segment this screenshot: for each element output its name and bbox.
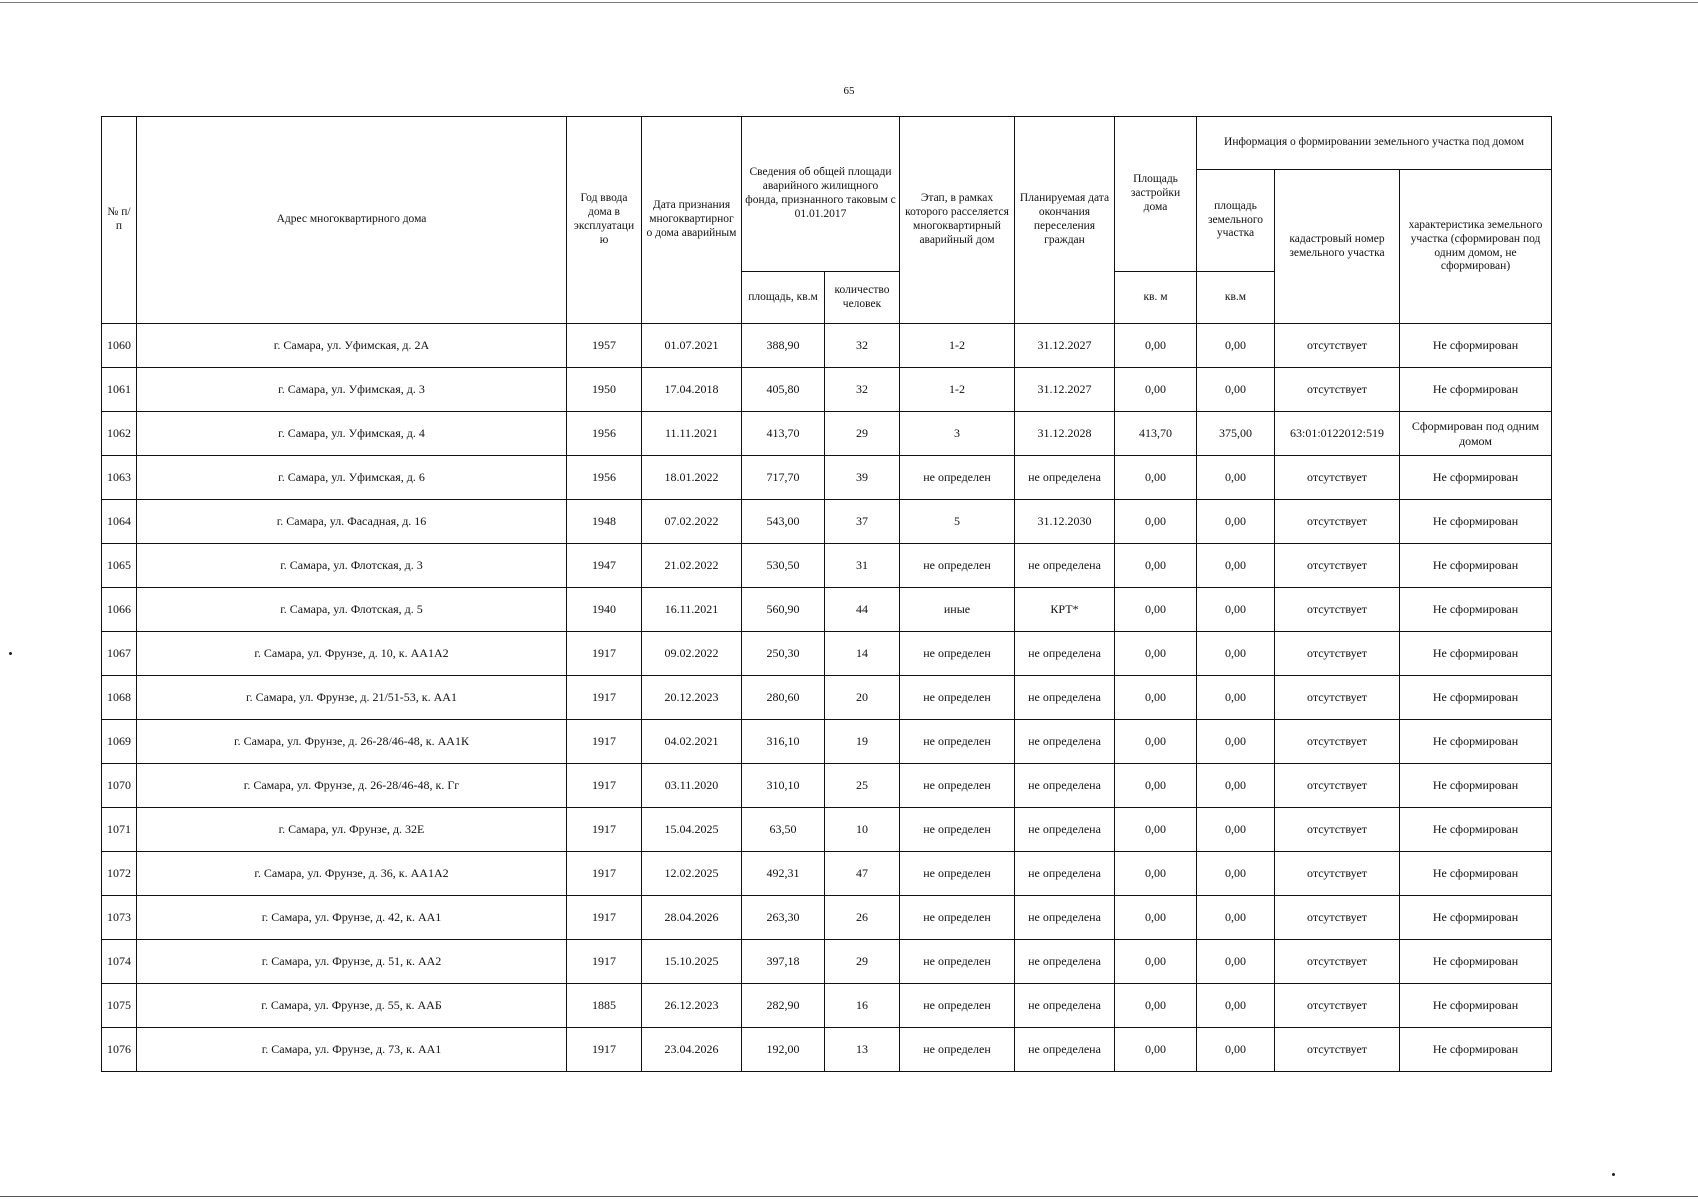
cell-status: Не сформирован [1400, 764, 1552, 808]
cell-status: Не сформирован [1400, 984, 1552, 1028]
cell-planned-date: не определена [1015, 984, 1115, 1028]
cell-land-area: 0,00 [1197, 940, 1275, 984]
cell-cadastral: отсутствует [1275, 544, 1400, 588]
cell-area: 316,10 [742, 720, 825, 764]
cell-address: г. Самара, ул. Фрунзе, д. 36, к. АА1А2 [137, 852, 567, 896]
cell-cadastral: отсутствует [1275, 676, 1400, 720]
cell-people: 25 [825, 764, 900, 808]
cell-stage: не определен [900, 808, 1015, 852]
cell-area: 63,50 [742, 808, 825, 852]
cell-stage: не определен [900, 676, 1015, 720]
header-num: № п/п [102, 117, 137, 324]
cell-address: г. Самара, ул. Уфимская, д. 4 [137, 412, 567, 456]
header-cadastral: кадастровый номер земельного участка [1275, 170, 1400, 324]
cell-num: 1073 [102, 896, 137, 940]
cell-address: г. Самара, ул. Уфимская, д. 6 [137, 456, 567, 500]
table-row [102, 544, 1552, 588]
cell-cadastral: отсутствует [1275, 808, 1400, 852]
cell-stage: не определен [900, 720, 1015, 764]
cell-address: г. Самара, ул. Фрунзе, д. 26-28/46-48, к. АА1К [137, 720, 567, 764]
cell-year: 1917 [567, 808, 642, 852]
table-row [102, 764, 1552, 808]
cell-planned-date: не определена [1015, 764, 1115, 808]
cell-recognition-date: 15.10.2025 [642, 940, 742, 984]
cell-status: Не сформирован [1400, 1028, 1552, 1072]
cell-area: 388,90 [742, 324, 825, 368]
cell-status: Не сформирован [1400, 368, 1552, 412]
cell-num: 1076 [102, 1028, 137, 1072]
cell-recognition-date: 21.02.2022 [642, 544, 742, 588]
cell-stage: не определен [900, 852, 1015, 896]
cell-building-area: 0,00 [1115, 720, 1197, 764]
cell-num: 1075 [102, 984, 137, 1028]
cell-stage: 5 [900, 500, 1015, 544]
table-header [102, 117, 1552, 324]
cell-num: 1064 [102, 500, 137, 544]
cell-num: 1060 [102, 324, 137, 368]
cell-cadastral: отсутствует [1275, 764, 1400, 808]
cell-year: 1947 [567, 544, 642, 588]
cell-land-area: 0,00 [1197, 676, 1275, 720]
cell-status: Не сформирован [1400, 940, 1552, 984]
cell-num: 1066 [102, 588, 137, 632]
cell-stage: не определен [900, 456, 1015, 500]
cell-land-area: 0,00 [1197, 852, 1275, 896]
header-building-area: Площадь застройки дома [1115, 117, 1197, 272]
cell-planned-date: не определена [1015, 544, 1115, 588]
cell-year: 1885 [567, 984, 642, 1028]
cell-status: Не сформирован [1400, 544, 1552, 588]
cell-recognition-date: 12.02.2025 [642, 852, 742, 896]
cell-stage: не определен [900, 632, 1015, 676]
cell-area: 530,50 [742, 544, 825, 588]
cell-recognition-date: 20.12.2023 [642, 676, 742, 720]
cell-land-area: 0,00 [1197, 808, 1275, 852]
cell-cadastral: отсутствует [1275, 984, 1400, 1028]
cell-cadastral: отсутствует [1275, 500, 1400, 544]
cell-recognition-date: 15.04.2025 [642, 808, 742, 852]
scan-speck [9, 652, 12, 655]
table-row [102, 896, 1552, 940]
cell-recognition-date: 09.02.2022 [642, 632, 742, 676]
cell-people: 31 [825, 544, 900, 588]
cell-address: г. Самара, ул. Фрунзе, д. 26-28/46-48, к. Гг [137, 764, 567, 808]
cell-people: 16 [825, 984, 900, 1028]
header-land-group: Информация о формировании земельного участка под домом [1197, 117, 1552, 170]
cell-people: 20 [825, 676, 900, 720]
cell-land-area: 0,00 [1197, 368, 1275, 412]
cell-recognition-date: 16.11.2021 [642, 588, 742, 632]
cell-area: 717,70 [742, 456, 825, 500]
cell-building-area: 0,00 [1115, 984, 1197, 1028]
cell-people: 44 [825, 588, 900, 632]
cell-num: 1071 [102, 808, 137, 852]
cell-area: 405,80 [742, 368, 825, 412]
cell-land-area: 0,00 [1197, 632, 1275, 676]
cell-building-area: 0,00 [1115, 808, 1197, 852]
cell-year: 1917 [567, 1028, 642, 1072]
cell-planned-date: не определена [1015, 720, 1115, 764]
cell-area: 397,18 [742, 940, 825, 984]
header-stage: Этап, в рамках которого расселяется многоквартирный аварийный дом [900, 117, 1015, 324]
cell-address: г. Самара, ул. Флотская, д. 3 [137, 544, 567, 588]
table-row [102, 412, 1552, 456]
cell-planned-date: не определена [1015, 676, 1115, 720]
cell-cadastral: отсутствует [1275, 940, 1400, 984]
cell-cadastral: отсутствует [1275, 588, 1400, 632]
cell-planned-date: не определена [1015, 896, 1115, 940]
cell-planned-date: 31.12.2028 [1015, 412, 1115, 456]
cell-cadastral: отсутствует [1275, 368, 1400, 412]
cell-land-area: 0,00 [1197, 764, 1275, 808]
cell-cadastral: 63:01:0122012:519 [1275, 412, 1400, 456]
cell-address: г. Самара, ул. Уфимская, д. 3 [137, 368, 567, 412]
cell-year: 1917 [567, 676, 642, 720]
cell-status: Не сформирован [1400, 676, 1552, 720]
cell-num: 1067 [102, 632, 137, 676]
cell-address: г. Самара, ул. Фасадная, д. 16 [137, 500, 567, 544]
cell-people: 14 [825, 632, 900, 676]
cell-address: г. Самара, ул. Фрунзе, д. 42, к. АА1 [137, 896, 567, 940]
cell-area: 560,90 [742, 588, 825, 632]
cell-building-area: 0,00 [1115, 368, 1197, 412]
cell-land-area: 0,00 [1197, 1028, 1275, 1072]
cell-planned-date: не определена [1015, 808, 1115, 852]
cell-area: 282,90 [742, 984, 825, 1028]
cell-stage: 1-2 [900, 368, 1015, 412]
cell-status: Сформирован под одним домом [1400, 412, 1552, 456]
cell-recognition-date: 03.11.2020 [642, 764, 742, 808]
cell-status: Не сформирован [1400, 852, 1552, 896]
cell-people: 26 [825, 896, 900, 940]
cell-people: 29 [825, 940, 900, 984]
header-recognition-date: Дата признания многоквартирног о дома аварийным [642, 117, 742, 324]
cell-address: г. Самара, ул. Фрунзе, д. 73, к. АА1 [137, 1028, 567, 1072]
scan-edge-bottom [0, 1196, 1698, 1197]
cell-num: 1063 [102, 456, 137, 500]
cell-recognition-date: 26.12.2023 [642, 984, 742, 1028]
table-row [102, 852, 1552, 896]
scan-edge-top [0, 2, 1698, 3]
cell-status: Не сформирован [1400, 500, 1552, 544]
cell-land-area: 0,00 [1197, 896, 1275, 940]
cell-cadastral: отсутствует [1275, 896, 1400, 940]
cell-land-area: 0,00 [1197, 456, 1275, 500]
cell-people: 32 [825, 324, 900, 368]
cell-area: 250,30 [742, 632, 825, 676]
header-planned-date: Планируемая дата окончания переселения граждан [1015, 117, 1115, 324]
cell-year: 1917 [567, 940, 642, 984]
cell-year: 1948 [567, 500, 642, 544]
cell-status: Не сформирован [1400, 588, 1552, 632]
table-row [102, 984, 1552, 1028]
table-row [102, 324, 1552, 368]
cell-cadastral: отсутствует [1275, 852, 1400, 896]
cell-people: 39 [825, 456, 900, 500]
cell-land-area: 0,00 [1197, 544, 1275, 588]
cell-status: Не сформирован [1400, 632, 1552, 676]
cell-cadastral: отсутствует [1275, 1028, 1400, 1072]
cell-num: 1065 [102, 544, 137, 588]
header-land-area: площадь земельного участка [1197, 170, 1275, 272]
table-row [102, 720, 1552, 764]
cell-building-area: 0,00 [1115, 676, 1197, 720]
cell-cadastral: отсутствует [1275, 456, 1400, 500]
cell-year: 1940 [567, 588, 642, 632]
cell-cadastral: отсутствует [1275, 632, 1400, 676]
cell-area: 543,00 [742, 500, 825, 544]
cell-building-area: 0,00 [1115, 456, 1197, 500]
cell-people: 29 [825, 412, 900, 456]
cell-recognition-date: 07.02.2022 [642, 500, 742, 544]
cell-status: Не сформирован [1400, 720, 1552, 764]
cell-area: 413,70 [742, 412, 825, 456]
cell-address: г. Самара, ул. Фрунзе, д. 51, к. АА2 [137, 940, 567, 984]
cell-people: 32 [825, 368, 900, 412]
cell-recognition-date: 23.04.2026 [642, 1028, 742, 1072]
cell-people: 13 [825, 1028, 900, 1072]
cell-stage: не определен [900, 984, 1015, 1028]
cell-land-area: 0,00 [1197, 588, 1275, 632]
cell-land-area: 375,00 [1197, 412, 1275, 456]
cell-stage: 3 [900, 412, 1015, 456]
cell-status: Не сформирован [1400, 808, 1552, 852]
cell-stage: не определен [900, 1028, 1015, 1072]
cell-planned-date: не определена [1015, 852, 1115, 896]
cell-stage: 1-2 [900, 324, 1015, 368]
cell-people: 37 [825, 500, 900, 544]
header-people: количество человек [825, 272, 900, 324]
cell-planned-date: 31.12.2027 [1015, 324, 1115, 368]
cell-building-area: 0,00 [1115, 940, 1197, 984]
scan-speck [1612, 1173, 1615, 1176]
cell-land-area: 0,00 [1197, 324, 1275, 368]
table-row [102, 940, 1552, 984]
cell-year: 1917 [567, 720, 642, 764]
cell-year: 1957 [567, 324, 642, 368]
cell-num: 1068 [102, 676, 137, 720]
cell-planned-date: не определена [1015, 1028, 1115, 1072]
cell-stage: не определен [900, 940, 1015, 984]
cell-people: 19 [825, 720, 900, 764]
cell-cadastral: отсутствует [1275, 720, 1400, 764]
cell-land-area: 0,00 [1197, 500, 1275, 544]
cell-num: 1074 [102, 940, 137, 984]
cell-building-area: 413,70 [1115, 412, 1197, 456]
cell-status: Не сформирован [1400, 324, 1552, 368]
cell-num: 1061 [102, 368, 137, 412]
cell-recognition-date: 04.02.2021 [642, 720, 742, 764]
cell-year: 1956 [567, 456, 642, 500]
cell-building-area: 0,00 [1115, 632, 1197, 676]
cell-planned-date: 31.12.2030 [1015, 500, 1115, 544]
cell-planned-date: КРТ* [1015, 588, 1115, 632]
cell-building-area: 0,00 [1115, 544, 1197, 588]
cell-status: Не сформирован [1400, 456, 1552, 500]
cell-planned-date: не определена [1015, 456, 1115, 500]
cell-people: 10 [825, 808, 900, 852]
cell-stage: не определен [900, 896, 1015, 940]
cell-stage: не определен [900, 544, 1015, 588]
cell-building-area: 0,00 [1115, 896, 1197, 940]
cell-land-area: 0,00 [1197, 984, 1275, 1028]
cell-planned-date: не определена [1015, 632, 1115, 676]
header-area-group: Сведения об общей площади аварийного жилищного фонда, признанного таковым с 01.01.2017 [742, 117, 900, 272]
table-row [102, 588, 1552, 632]
cell-building-area: 0,00 [1115, 588, 1197, 632]
emergency-housing-table [101, 116, 1552, 1072]
cell-year: 1917 [567, 764, 642, 808]
cell-year: 1917 [567, 632, 642, 676]
cell-num: 1069 [102, 720, 137, 764]
header-building-area-unit: кв. м [1115, 272, 1197, 324]
cell-year: 1956 [567, 412, 642, 456]
cell-building-area: 0,00 [1115, 1028, 1197, 1072]
cell-address: г. Самара, ул. Фрунзе, д. 55, к. ААБ [137, 984, 567, 1028]
cell-recognition-date: 18.01.2022 [642, 456, 742, 500]
cell-address: г. Самара, ул. Уфимская, д. 2А [137, 324, 567, 368]
table-row [102, 456, 1552, 500]
cell-recognition-date: 17.04.2018 [642, 368, 742, 412]
table-row [102, 368, 1552, 412]
cell-planned-date: не определена [1015, 940, 1115, 984]
table-row [102, 676, 1552, 720]
cell-stage: иные [900, 588, 1015, 632]
cell-building-area: 0,00 [1115, 852, 1197, 896]
header-land-area-unit: кв.м [1197, 272, 1275, 324]
header-area-sqm: площадь, кв.м [742, 272, 825, 324]
cell-address: г. Самара, ул. Фрунзе, д. 10, к. АА1А2 [137, 632, 567, 676]
cell-area: 263,30 [742, 896, 825, 940]
cell-status: Не сформирован [1400, 896, 1552, 940]
cell-planned-date: 31.12.2027 [1015, 368, 1115, 412]
cell-cadastral: отсутствует [1275, 324, 1400, 368]
cell-num: 1062 [102, 412, 137, 456]
cell-recognition-date: 28.04.2026 [642, 896, 742, 940]
table-row [102, 500, 1552, 544]
table-row [102, 1028, 1552, 1072]
page-number: 65 [843, 85, 855, 97]
header-address: Адрес многоквартирного дома [137, 117, 567, 324]
cell-stage: не определен [900, 764, 1015, 808]
cell-area: 280,60 [742, 676, 825, 720]
table-row [102, 632, 1552, 676]
cell-num: 1072 [102, 852, 137, 896]
header-characteristic: характеристика земельного участка (сформирован под одним домом, не сформирован) [1400, 170, 1552, 324]
cell-recognition-date: 01.07.2021 [642, 324, 742, 368]
cell-people: 47 [825, 852, 900, 896]
cell-land-area: 0,00 [1197, 720, 1275, 764]
cell-num: 1070 [102, 764, 137, 808]
cell-year: 1917 [567, 896, 642, 940]
cell-building-area: 0,00 [1115, 324, 1197, 368]
cell-address: г. Самара, ул. Фрунзе, д. 32Е [137, 808, 567, 852]
cell-area: 492,31 [742, 852, 825, 896]
cell-year: 1917 [567, 852, 642, 896]
cell-address: г. Самара, ул. Фрунзе, д. 21/51-53, к. АА1 [137, 676, 567, 720]
table-row [102, 808, 1552, 852]
cell-recognition-date: 11.11.2021 [642, 412, 742, 456]
cell-building-area: 0,00 [1115, 764, 1197, 808]
header-year: Год ввода дома в эксплуатаци ю [567, 117, 642, 324]
cell-area: 192,00 [742, 1028, 825, 1072]
table-body [102, 324, 1552, 1072]
cell-year: 1950 [567, 368, 642, 412]
cell-building-area: 0,00 [1115, 500, 1197, 544]
cell-address: г. Самара, ул. Флотская, д. 5 [137, 588, 567, 632]
cell-area: 310,10 [742, 764, 825, 808]
